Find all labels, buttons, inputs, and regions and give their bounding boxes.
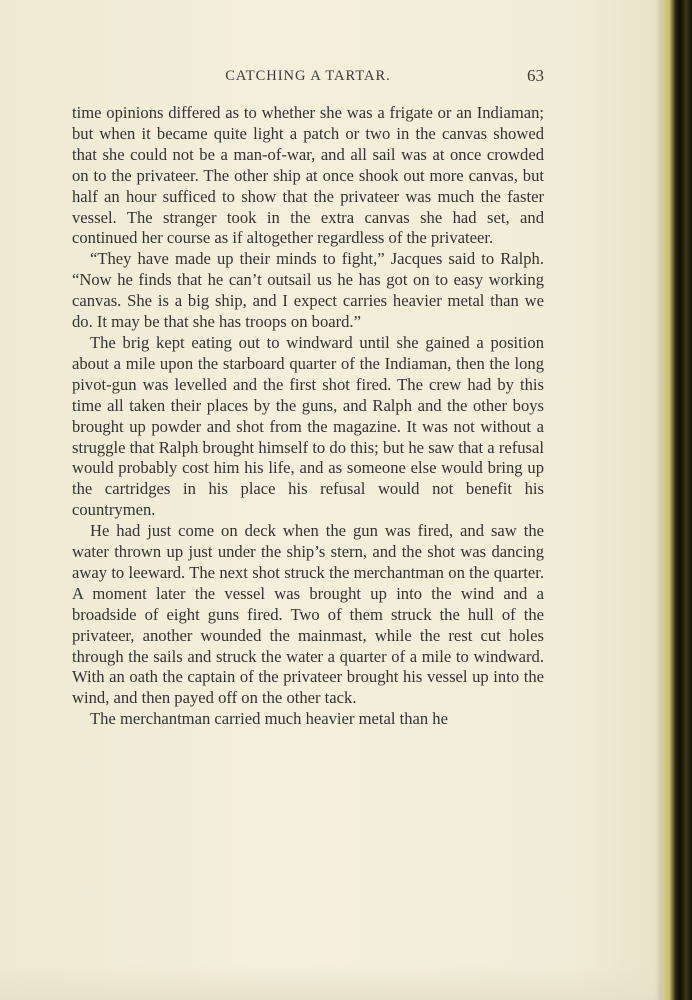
paragraph: “They have made up their minds to fight,” Jacques said to Ralph. “Now he finds that he can’t outsail us he has got on to easy working canvas. She is a big ship, and I expect carries heavier metal than we do. It may be that she has troops on board.” xyxy=(72,249,544,332)
paragraph: time opinions differed as to whether she was a frigate or an Indiaman; but when it became quite light a patch or two in the canvas showed that she could not be a man-of-war, and all sail was at once crowded on to the privateer. The other ship at once shook out more canvas, but half an hour sufficed to show that the privateer was much the faster vessel. The stranger took in the extra canvas she had set, and continued her course as if altogether regardless of the privateer. xyxy=(72,103,544,248)
book-spine xyxy=(662,0,692,1000)
body-text xyxy=(72,103,544,730)
page-number: 63 xyxy=(527,66,544,85)
paragraph: The merchantman carried much heavier metal than he xyxy=(90,709,448,729)
paragraph: He had just come on deck when the gun was fired, and saw the water thrown up just under the ship’s stern, and the shot was dancing away to leeward. The next shot struck the merchantman on the quarter. A moment later the vessel was brought up into the wind and a broadside of eight guns fired. Two of them struck the hull of the privateer, another wounded the mainmast, while the rest cut holes through the sails and struck the water a quarter of a mile to windward. With an oath the captain of the privateer brought his vessel up into the wind, and then payed off on the other tack. xyxy=(72,521,544,708)
running-title: CATCHING A TARTAR. xyxy=(225,68,391,84)
paragraph: The brig kept eating out to windward until she gained a position about a mile upon the starboard quarter of the Indiaman, then the long pivot-gun was levelled and the first shot fired. The crew had by this time all taken their places by the guns, and Ralph and the other boys brought up powder and shot from the magazine. It was not without a struggle that Ralph brought himself to do this; but he saw that a refusal would probably cost him his life, and as someone else would bring up the cartridges in his place his refusal would not benefit his countrymen. xyxy=(72,332,544,520)
page-header xyxy=(72,68,544,92)
page-bottom-shade xyxy=(0,965,662,1000)
